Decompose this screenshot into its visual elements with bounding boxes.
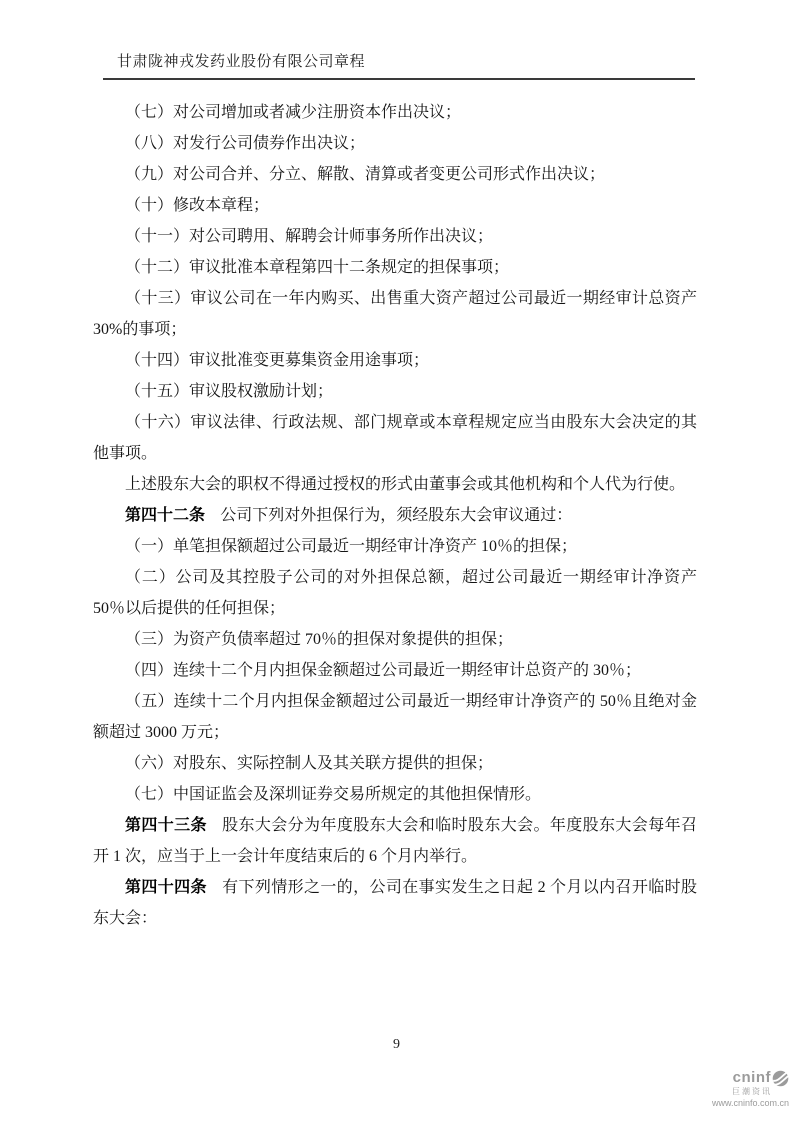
article-paragraph [93,810,697,872]
list-item-paragraph: （十三）审议公司在一年内购买、出售重大资产超过公司最近一期经审计总资产 30%的事项； [93,290,697,338]
article-text: 股东大会分为年度股东大会和临时股东大会。年度股东大会每年召开 1 次，应当于上一会计年度结束后的 6 个月内举行。 [93,817,697,865]
page-number: 9 [393,1037,400,1052]
list-item-paragraph: （五）连续十二个月内担保金额超过公司最近一期经审计净资产的 50％且绝对金额超过 3000 万元； [93,693,697,741]
list-item-paragraph: （六）对股东、实际控制人及其关联方提供的担保； [125,755,494,772]
body-paragraph: 上述股东大会的职权不得通过授权的形式由董事会或其他机构和个人代为行使。 [125,476,686,493]
document-body [93,97,697,934]
list-item-paragraph: （三）为资产负债率超过 70％的担保对象提供的担保； [125,631,514,648]
article-number: 第四十三条 [125,817,207,834]
article-number: 第四十二条 [125,507,206,524]
article-text: 公司下列对外担保行为，须经股东大会审议通过： [220,507,573,524]
cninfo-brand-text: cninf [732,1069,771,1087]
list-item-paragraph: （十二）审议批准本章程第四十二条规定的担保事项； [125,259,510,276]
list-item-paragraph: （七）对公司增加或者减少注册资本作出决议； [125,104,462,121]
article-text: 有下列情形之一的，公司在事实发生之日起 2 个月以内召开临时股东大会： [93,879,697,927]
page-header [103,50,695,80]
cninfo-brand-row [699,1070,789,1087]
list-item-paragraph: （一）单笔担保额超过公司最近一期经审计净资产 10％的担保； [125,538,578,555]
list-item-paragraph: （九）对公司合并、分立、解散、清算或者变更公司形式作出决议； [125,166,606,183]
cninfo-globe-icon [772,1070,789,1087]
list-item-paragraph: （八）对发行公司债券作出决议； [125,135,366,152]
article-paragraph [93,500,697,531]
list-item-paragraph: （四）连续十二个月内担保金额超过公司最近一期经审计总资产的 30％； [125,662,642,679]
cninfo-watermark [699,1070,789,1109]
header-title: 甘肃陇神戎发药业股份有限公司章程 [117,54,366,70]
list-item-paragraph: （十）修改本章程； [125,197,270,214]
list-item-paragraph: （二）公司及其控股子公司的对外担保总额，超过公司最近一期经审计净资产 50％以后提供的任何担保； [93,569,697,617]
article-number: 第四十四条 [125,879,207,896]
cninfo-url: www.cninfo.com.cn [711,1097,789,1108]
article-paragraph [93,872,697,934]
list-item-paragraph: （十五）审议股权激励计划； [125,383,334,400]
list-item-paragraph: （十一）对公司聘用、解聘会计师事务所作出决议； [125,228,494,245]
cninfo-caption: 巨潮资讯 [732,1087,772,1096]
list-item-paragraph: （十四）审议批准变更募集资金用途事项； [125,352,430,369]
list-item-paragraph: （十六）审议法律、行政法规、部门规章或本章程规定应当由股东大会决定的其他事项。 [93,414,697,462]
list-item-paragraph: （七）中国证监会及深圳证券交易所规定的其他担保情形。 [125,786,542,803]
